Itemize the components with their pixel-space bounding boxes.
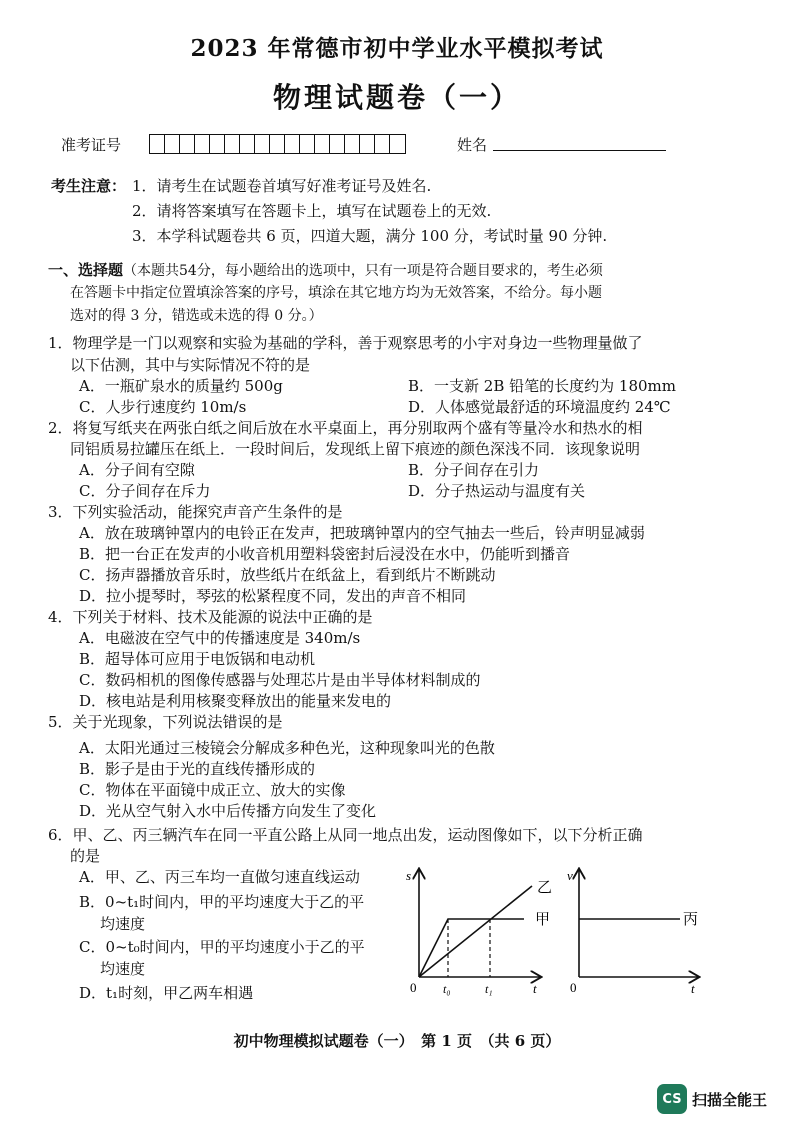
option-c: C．分子间存在斥力 bbox=[79, 482, 211, 500]
option-d: D．核电站是利用核聚变释放出的能量来发电的 bbox=[79, 692, 392, 710]
name-label: 姓名 bbox=[457, 136, 488, 154]
section-title: 一、选择题 bbox=[48, 261, 124, 279]
bing-label: 丙 bbox=[683, 910, 699, 928]
option-d: D．人体感觉最舒适的环境温度约 24℃ bbox=[408, 398, 671, 416]
origin-label: 0 bbox=[570, 980, 577, 995]
question-stem: 4．下列关于材料、技术及能源的说法中正确的是 bbox=[48, 608, 373, 626]
option-d: D．t₁时刻，甲乙两车相遇 bbox=[79, 984, 254, 1002]
option-b: B．0~t₁时间内，甲的平均速度大于乙的平 bbox=[79, 893, 365, 911]
question-stem: 6．甲、乙、丙三辆汽车在同一平直公路上从同一地点出发，运动图像如下，以下分析正确 bbox=[48, 826, 643, 844]
t-axis-label: t bbox=[691, 981, 695, 996]
yi-line bbox=[419, 886, 532, 977]
t0-label: t₀ bbox=[443, 982, 451, 996]
question-stem: 以下估测，其中与实际情况不符的是 bbox=[70, 356, 311, 374]
paper-title: 物理试题卷（一） bbox=[272, 81, 521, 114]
option-d: D．分子热运动与温度有关 bbox=[408, 482, 586, 500]
question-stem: 的是 bbox=[70, 847, 101, 865]
t1-label: t₁ bbox=[485, 982, 493, 996]
jia-label: 甲 bbox=[535, 910, 551, 928]
option-c: C．扬声器播放音乐时，放些纸片在纸盆上，看到纸片不断跳动 bbox=[79, 566, 496, 584]
option-b: B．把一台正在发声的小收音机用塑料袋密封后浸没在水中，仍能听到播音 bbox=[79, 545, 571, 563]
name-field[interactable] bbox=[493, 150, 666, 151]
option-d: D．拉小提琴时，琴弦的松紧程度不同，发出的声音不相同 bbox=[79, 587, 467, 605]
jia-line bbox=[419, 919, 524, 977]
yi-label: 乙 bbox=[537, 878, 553, 896]
camscanner-watermark: 扫描全能王 bbox=[692, 1091, 768, 1109]
option-a: A．太阳光通过三棱镜会分解成多种色光，这种现象叫光的色散 bbox=[79, 739, 495, 757]
option-c-cont: 均速度 bbox=[100, 960, 146, 978]
option-c: C．数码相机的图像传感器与处理芯片是由半导体材料制成的 bbox=[79, 671, 481, 689]
notice-item: 2．请将答案填写在答题卡上，填写在试题卷上的无效. bbox=[132, 202, 492, 220]
vt-graph bbox=[564, 862, 714, 997]
section-rules: （本题共54分，每小题给出的选项中，只有一项是符合题目要求的，考生必须 bbox=[123, 263, 603, 279]
t-axis-label: t bbox=[533, 981, 537, 996]
section-instruction bbox=[48, 259, 603, 280]
option-a: A．甲、乙、丙三车均一直做匀速直线运动 bbox=[79, 868, 360, 886]
exam-title: 2023 年常德市初中学业水平模拟考试 bbox=[190, 35, 604, 62]
camscanner-logo-icon: CS bbox=[657, 1084, 687, 1114]
section-rules: 选对的得 3 分，错选或未选的得 0 分。） bbox=[70, 308, 323, 324]
st-graph bbox=[400, 862, 565, 997]
question-stem: 2．将复写纸夹在两张白纸之间后放在水平桌面上，再分别取两个盛有等量冷水和热水的相 bbox=[48, 419, 643, 437]
question-stem: 3．下列实验活动，能探究声音产生条件的是 bbox=[48, 503, 343, 521]
option-a: A．分子间有空隙 bbox=[79, 461, 195, 479]
notice-item: 3．本学科试题卷共 6 页，四道大题，满分 100 分，考试时量 90 分钟. bbox=[132, 227, 608, 245]
notice-label: 考生注意： bbox=[51, 177, 127, 195]
v-axis-label: v bbox=[567, 868, 573, 883]
exam-id-label: 准考证号 bbox=[61, 136, 122, 154]
option-b: B．分子间存在引力 bbox=[408, 461, 540, 479]
notice-item: 1．请考生在试题卷首填写好准考证号及姓名. bbox=[132, 177, 432, 195]
exam-id-boxes[interactable] bbox=[149, 134, 406, 154]
page-footer: 初中物理模拟试题卷（一） 第 1 页 （共 6 页） bbox=[233, 1032, 561, 1050]
option-c: C．人步行速度约 10m/s bbox=[79, 398, 247, 416]
option-b: B．一支新 2B 铅笔的长度约为 180mm bbox=[408, 377, 676, 395]
option-b: B．影子是由于光的直线传播形成的 bbox=[79, 760, 316, 778]
option-c: C．0~t₀时间内，甲的平均速度小于乙的平 bbox=[79, 938, 365, 956]
question-stem: 5．关于光现象，下列说法错误的是 bbox=[48, 713, 283, 731]
option-c: C．物体在平面镜中成正立、放大的实像 bbox=[79, 781, 346, 799]
option-d: D．光从空气射入水中后传播方向发生了变化 bbox=[79, 802, 377, 820]
option-b-cont: 均速度 bbox=[100, 915, 146, 933]
option-a: A．电磁波在空气中的传播速度是 340m/s bbox=[79, 629, 361, 647]
s-axis-label: s bbox=[406, 868, 412, 883]
question-stem: 同铝质易拉罐压在纸上．一段时间后，发现纸上留下痕迹的颜色深浅不同．该现象说明 bbox=[70, 440, 641, 458]
option-a: A．放在玻璃钟罩内的电铃正在发声，把玻璃钟罩内的空气抽去一些后，铃声明显减弱 bbox=[79, 524, 645, 542]
section-rules: 在答题卡中指定位置填涂答案的序号，填涂在其它地方均为无效答案，不给分。每小题 bbox=[70, 285, 602, 301]
question-stem: 1．物理学是一门以观察和实验为基础的学科，善于观察思考的小宇对身边一些物理量做了 bbox=[48, 334, 643, 352]
option-b: B．超导体可应用于电饭锅和电动机 bbox=[79, 650, 316, 668]
origin-label: 0 bbox=[410, 980, 417, 995]
option-a: A．一瓶矿泉水的质量约 500g bbox=[79, 377, 283, 395]
